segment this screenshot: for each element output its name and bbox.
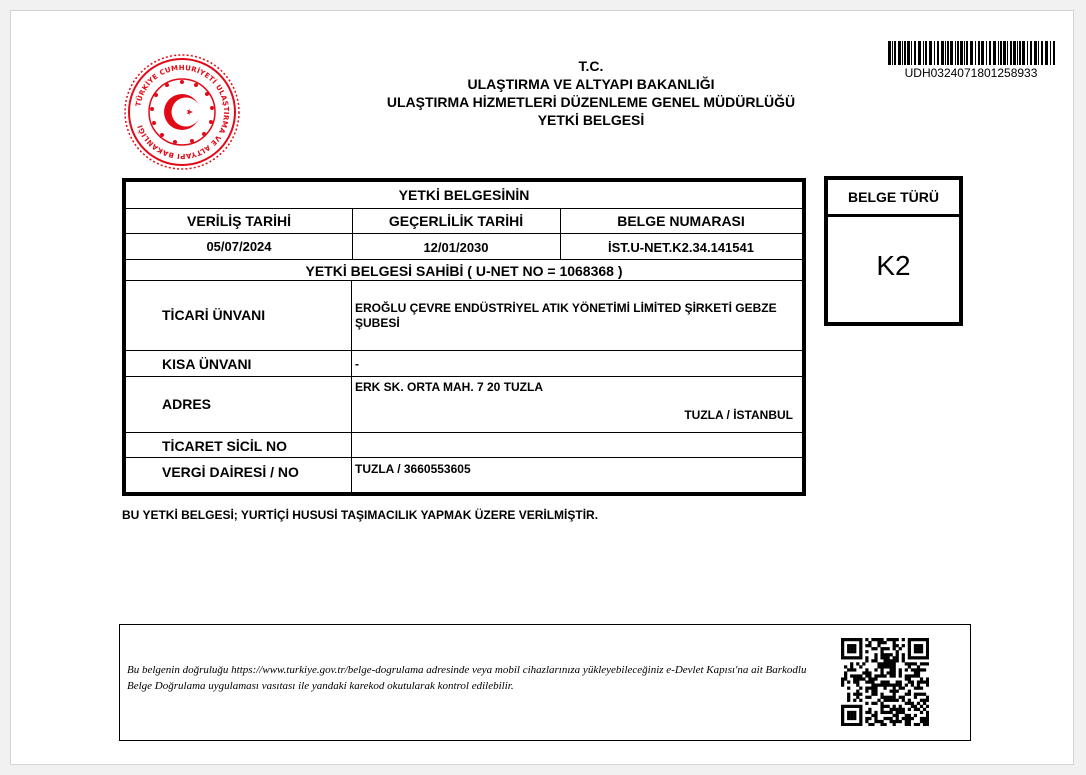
short-name-value: - [355, 357, 359, 371]
doc-number-value: İST.U-NET.K2.34.141541 [608, 240, 754, 255]
certificate-table [122, 178, 806, 496]
verification-box [119, 624, 971, 741]
doc-number-header: BELGE NUMARASI [617, 213, 745, 229]
verification-text: Bu belgenin doğruluğu https://www.turkiye.gov.tr/belge-dogrulama adresinde veya mobil cihazlarınıza yükleyebileceğiniz e-Devlet Kapısı'na ait Barkodlu Belge Doğrulama uygulaması vasıtası ile yandaki karekod okutularak kontrol edilebilir. [127, 664, 807, 692]
issue-date-header: VERİLİŞ TARİHİ [187, 213, 291, 229]
trade-name-label: TİCARİ ÜNVANI [162, 307, 266, 323]
trade-name-value: EROĞLU ÇEVRE ENDÜSTRİYEL ATIK YÖNETİMİ LİMİTED ŞİRKETİ GEBZE ŞUBESİ [355, 301, 777, 330]
header-ministry: ULAŞTIRMA VE ALTYAPI BAKANLIĞI [467, 76, 715, 92]
seal-ring-text: TÜRKİYE CUMHURİYETİ ULAŞTIRMA VE ALTYAPI BAKANLIĞI [134, 63, 231, 161]
tax-label: VERGİ DAİRESİ / NO [162, 464, 299, 480]
document-page [10, 10, 1074, 765]
barcode-number: UDH0324071801258933 [904, 66, 1038, 80]
registry-label: TİCARET SİCİL NO [162, 438, 287, 454]
footer-note: BU YETKİ BELGESİ; YURTİÇİ HUSUSİ TAŞIMACILIK YAPMAK ÜZERE VERİLMİŞTİR. [122, 508, 599, 522]
document-type-value: K2 [876, 250, 911, 281]
header-country: T.C. [578, 58, 604, 74]
document-type-box [824, 176, 963, 326]
address-line2: TUZLA / İSTANBUL [684, 408, 793, 422]
ministry-seal-logo [123, 53, 241, 171]
address-label: ADRES [162, 396, 212, 412]
address-line1: ERK SK. ORTA MAH. 7 20 TUZLA [355, 380, 544, 394]
owner-header: YETKİ BELGESİ SAHİBİ ( U-NET NO = 1068368 ) [305, 263, 623, 279]
tax-value: TUZLA / 3660553605 [355, 462, 471, 476]
issue-date-value: 05/07/2024 [206, 239, 272, 254]
table-title: YETKİ BELGESİNİN [398, 187, 530, 203]
valid-date-value: 12/01/2030 [423, 240, 489, 255]
barcode-image [886, 41, 1056, 65]
header-directorate: ULAŞTIRMA HİZMETLERİ DÜZENLEME GENEL MÜDÜRLÜĞÜ [386, 94, 796, 110]
document-type-label: BELGE TÜRÜ [848, 189, 939, 205]
valid-date-header: GEÇERLİLİK TARİHİ [388, 213, 524, 229]
short-name-label: KISA ÜNVANI [162, 356, 252, 372]
header-doc-title: YETKİ BELGESİ [537, 112, 645, 128]
qr-code-image [841, 638, 929, 726]
